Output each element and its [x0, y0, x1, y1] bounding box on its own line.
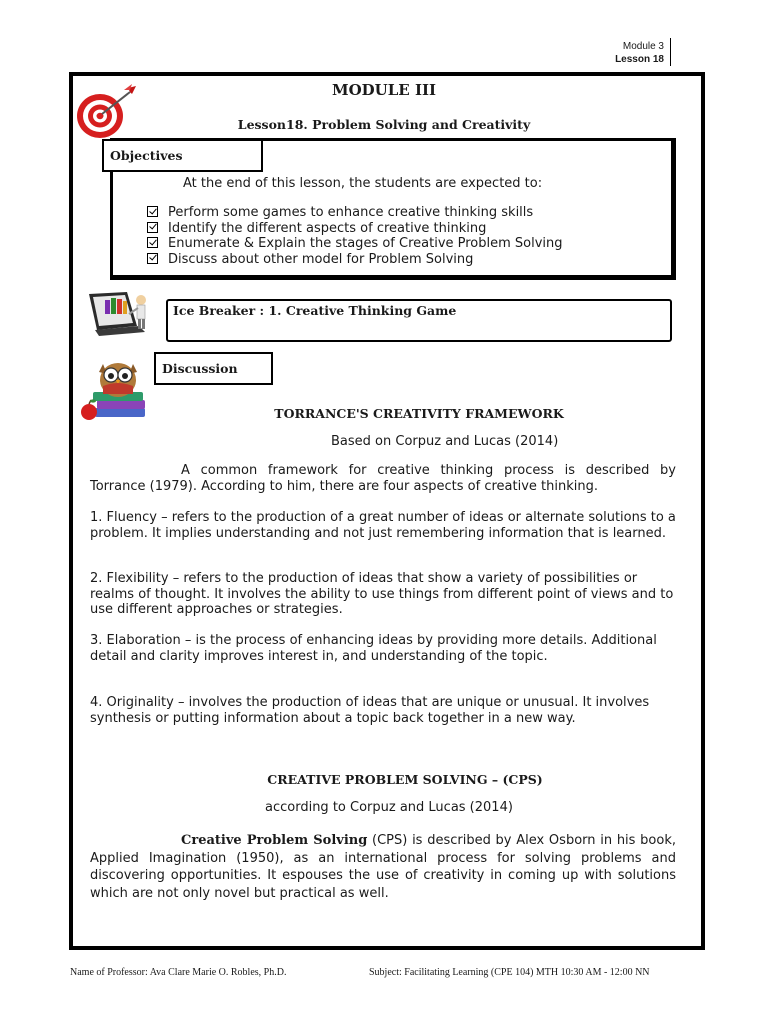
footer-subject: Subject: Facilitating Learning (CPE 104) MTH 10:30 AM - 12:00 NN: [369, 967, 650, 978]
torrance-source: Based on Corpuz and Lucas (2014): [331, 434, 559, 449]
module-title: MODULE III: [331, 81, 436, 99]
header-lesson: Lesson 18: [615, 54, 664, 65]
aspect-originality: 4. Originality – involves the production of ideas that are unique or unusual. It involves synthesis or putting information about a topic back together in a new way.: [90, 695, 650, 726]
ice-breaker-text: Ice Breaker : 1. Creative Thinking Game: [173, 303, 457, 318]
computer-books-icon: [85, 288, 157, 340]
checked-checkbox-icon: [147, 237, 158, 248]
aspect-flexibility: 2. Flexibility – refers to the production of ideas that show a variety of possibilities or realms of thought. It involves the ability to use things from different point of views and to use different approaches or strategies.: [90, 571, 674, 617]
objective-item: Enumerate & Explain the stages of Creative Problem Solving: [147, 236, 563, 252]
header-divider: [670, 38, 671, 66]
cps-paragraph: [90, 832, 676, 902]
objectives-label-text: Objectives: [110, 148, 183, 163]
page-header-corner: [615, 40, 672, 66]
checked-checkbox-icon: [147, 206, 158, 217]
header-module: Module 3: [622, 41, 664, 52]
cps-title: CREATIVE PROBLEM SOLVING – (CPS): [267, 772, 543, 787]
objectives-intro: At the end of this lesson, the students are expected to:: [183, 176, 543, 191]
aspect-elaboration: 3. Elaboration – is the process of enhancing ideas by providing more details. Additional detail and clarity improves interest in, and understanding of the topic.: [90, 633, 657, 664]
lesson-title: Lesson18. Problem Solving and Creativity: [237, 117, 531, 132]
torrance-title: TORRANCE'S CREATIVITY FRAMEWORK: [274, 406, 564, 421]
aspect-fluency: 1. Fluency – refers to the production of a great number of ideas or alternate solutions to a problem. It implies understanding and not just remembering information that is learned.: [90, 510, 676, 541]
cps-term: Creative Problem Solving: [181, 833, 368, 848]
discussion-label: [154, 352, 273, 385]
checked-checkbox-icon: [147, 253, 158, 264]
objectives-label: [102, 139, 263, 172]
checked-checkbox-icon: [147, 222, 158, 233]
footer-professor: Name of Professor: Ava Clare Marie O. Robles, Ph.D.: [70, 967, 287, 978]
torrance-intro: A common framework for creative thinking process is described by Torrance (1979). According to him, there are four aspects of creative thinking.: [90, 463, 676, 494]
cps-source: according to Corpuz and Lucas (2014): [265, 800, 513, 815]
objective-item: Discuss about other model for Problem Solving: [147, 252, 563, 268]
cps-text: (CPS) is described by Alex Osborn in his book, Applied Imagination (1950), as an international process for solving problems and discovering opportunities. It espouses the use of creativity in coming up with solutions which are not only novel but practical as well.: [90, 833, 676, 901]
objective-item: Perform some games to enhance creative thinking skills: [147, 205, 563, 221]
objective-item: Identify the different aspects of creative thinking: [147, 221, 563, 237]
objectives-list: [147, 205, 563, 267]
discussion-label-text: Discussion: [162, 361, 238, 376]
